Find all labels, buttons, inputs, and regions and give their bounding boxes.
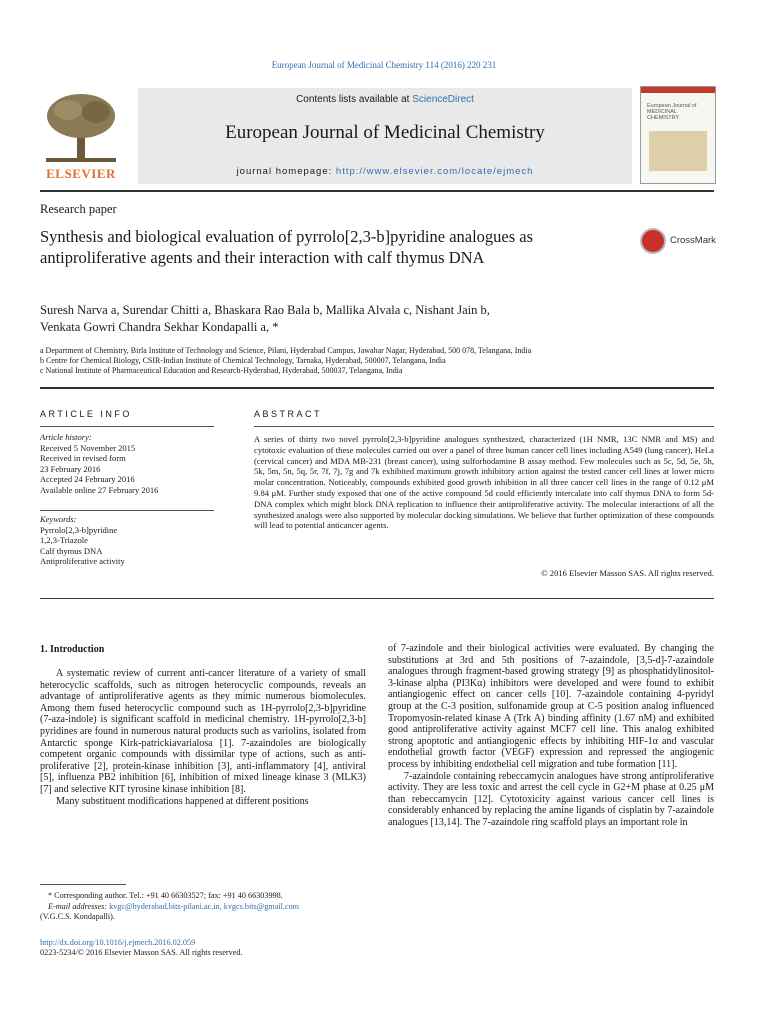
history-label: Article history: [40, 432, 92, 442]
journal-cover-thumbnail[interactable] [640, 86, 716, 184]
header-rule [40, 190, 714, 192]
doi-link[interactable]: http://dx.doi.org/10.1016/j.ejmech.2016.02.059 [40, 938, 196, 947]
keyword-item: Pyrrolo[2,3-b]pyridine [40, 524, 118, 535]
intro-left-column [40, 668, 366, 807]
abstract-bottom-rule [40, 598, 714, 599]
keyword-item: 1,2,3-Triazole [40, 535, 88, 546]
authors-line-1: Suresh Narva a, Surendar Chitti a, Bhaskara Rao Bala b, Mallika Alvala c, Nishant Jain b, [40, 303, 490, 317]
journal-reference[interactable]: European Journal of Medicinal Chemistry 114 (2016) 220 231 [271, 60, 497, 70]
history-item: Accepted 24 February 2016 [40, 474, 135, 485]
homepage-line [138, 166, 632, 177]
keywords-label: Keywords: [40, 514, 77, 524]
email-line [40, 902, 366, 912]
homepage-link[interactable]: http://www.elsevier.com/locate/ejmech [335, 166, 534, 177]
contents-line [138, 94, 632, 105]
intro-paragraph: Many substituent modifications happened at different positions [56, 795, 309, 807]
intro-paragraph: 7-azaindole containing rebeccamycin analogues have strong antiproliferative activity. They are less toxic and arrest the cell cycle in G2+M phase at 0.25 μM than rebeccamycin [12]. Cytotoxicity against various cancer cell lines is considerably enhanced by replacing the amine ligands of cisplatin by 7-azaindole analogues [13,14]. The 7-azaindole ring scaffold plays an important role in [388, 770, 714, 828]
author-list [40, 302, 714, 336]
crossmark-label: CrossMark [670, 235, 716, 246]
affiliation-a: a Department of Chemistry, Birla Institute of Technology and Science, Pilani, Hyderabad Campus, Jawahar Nagar, Hyderabad, 500 078, Telangana, India [40, 346, 532, 355]
keyword-item: Calf thymus DNA [40, 545, 103, 556]
article-info-rule [40, 426, 214, 427]
sciencedirect-link[interactable]: ScienceDirect [412, 94, 474, 105]
article-type: Research paper [40, 202, 117, 216]
issn-line: 0223-5234/© 2016 Elsevier Masson SAS. All rights reserved. [40, 948, 243, 957]
affiliation-rule [40, 387, 714, 389]
elsevier-wordmark: ELSEVIER [46, 166, 116, 181]
email-owner: (V.G.C.S. Kondapalli). [40, 912, 115, 921]
abstract-rule [254, 426, 714, 427]
email-label: E-mail addresses: [48, 902, 108, 911]
article-history [40, 432, 220, 496]
history-item: 23 February 2016 [40, 463, 101, 474]
email-link-1[interactable]: kvgc@hyderabad.bits-pilani.ac.in, [109, 902, 222, 911]
journal-banner [138, 88, 632, 184]
affiliation-b: b Centre for Chemical Biology, CSIR-Indian Institute of Chemical Technology, Tarnaka, Hyderabad, 500007, Telangana, India [40, 356, 446, 365]
homepage-prefix: journal homepage: [236, 166, 336, 177]
keywords-block [40, 514, 220, 567]
abstract-text: A series of thirty two novel pyrrolo[2,3-b]pyridine analogues synthesized, characterized (1H NMR, 13C NMR and MS) and cytotoxic evaluation of these molecules carried out over a panel of three human cancer cell lines including A549 (lung cancer), HeLa (cervical cancer) and MDA MB-231 (breast cancer), using sulforhodamine B assay method. Few molecules such as 5c, 5d, 5e, 5h, 5k, 5m, 5n, 5q, 5r, 7f, 7j, 7g and 7k exhibited maximum growth inhibitory action against the tested cancer cell lines at lower micro molar concentration. Noticeably, compounds exhibited good growth inhibition in all three cancer cell lines in the range of 0.12 μM 9.84 μM. Further study exposed that one of the active compound 5d could efficiently intercalate into calf thymus DNA to form 5d-DNA complex which might block DNA replication to influence their antiproliferative activity. The molecular interactions of all the synthesized analogs were also supported by molecular docking simulations. We believe that further optimization of these compounds will lead to potential anticancer agents. [254, 434, 714, 531]
authors-line-2: Venkata Gowri Chandra Sekhar Kondapalli a, * [40, 320, 279, 334]
article-info-heading: ARTICLE INFO [40, 409, 132, 419]
contents-prefix: Contents lists available at [296, 94, 413, 105]
corresponding-author-note: * Corresponding author. Tel.: +91 40 66303527; fax: +91 40 66303998. [48, 891, 283, 900]
article-title: Synthesis and biological evaluation of pyrrolo[2,3-b]pyridine analogues as antiproliferative agents and their interaction with calf thymus DNA [40, 227, 534, 267]
footnote-rule [40, 884, 126, 885]
crossmark-badge[interactable] [640, 228, 716, 256]
cover-band [641, 87, 715, 93]
crossmark-icon [640, 228, 666, 254]
keyword-item: Antiproliferative activity [40, 556, 125, 567]
abstract-heading: ABSTRACT [254, 409, 323, 419]
email-link-2[interactable]: kvgcs.bits@gmail.com [223, 902, 300, 911]
intro-paragraph: of 7-azindole and their biological activities were evaluated. By changing the substitutions at 3rd and 5th positions of 7-azaindole, [3,5-d]-7-azaindole analogues through fragment-based growing strategy [9] as phosphatidylinositol-3-kinase alpha (PI3Kα) inhibitors were developed and were found to exhibit antiangiogenic effect on cancer cells [10]. 7-azaindole containing 4-pyridyl group at the C-3 position, sulfonamide group at C-5 position analog influenced Tropomyosin-related kinase A (Trk A) binding affinity (1.67 nM) and exhibited good antiproliferative activity against MCF7 cell line. This analog exhibited strong apoptotic and antiangiogenic effects by inhibiting HIF-1α and vascular endothelial growth factor (VEGF) expression and repressed the angiogenic process by inhibiting endothelial cell migration and tube formation [11]. [388, 643, 714, 770]
cover-title: European Journal of MEDICINAL CHEMISTRY [647, 103, 697, 121]
cover-image [649, 131, 707, 171]
section-heading-introduction: 1. Introduction [40, 644, 105, 655]
intro-right-column [388, 643, 714, 829]
affiliation-c: c National Institute of Pharmaceutical Education and Research-Hyderabad, Hyderabad, 500037, Telangana, India [40, 366, 403, 375]
history-item: Available online 27 February 2016 [40, 484, 159, 495]
abstract-copyright: © 2016 Elsevier Masson SAS. All rights reserved. [541, 568, 714, 578]
journal-title: European Journal of Medicinal Chemistry [225, 122, 545, 143]
intro-paragraph: A systematic review of current anti-cancer literature of a variety of small heterocyclic scaffolds, such as nitrogen heterocyclic compounds, reveals an advantage of antiproliferative agents as they mimic numerous biomolecules. Among them fused heterocyclic compound such as 1H-pyrrolo[2,3-b]pyridine (7-aza-indole) is significant scaffold in medicinal chemistry. 1H-pyrrolo[2,3-b] pyridines are found in numerous natural products such as variolins, isolated from Antarctic sponge Kirk-patrickiavarialosa [1]. 7-azaindoles are biologically competent organic compounds with dissimilar type of actions, such as anti-proliferative [2], protein-kinase inhibition [3], anti-inflammatory [4], antiviral [5], influenza PB2 inhibition [6], inhibition of mixed lineage kinase 3 (MLK3) [7] and selective KIT tyrosine kinase inhibition [8]. [40, 668, 366, 795]
keywords-rule [40, 510, 214, 511]
history-item: Received 5 November 2015 [40, 442, 136, 453]
history-item: Received in revised form [40, 453, 126, 464]
